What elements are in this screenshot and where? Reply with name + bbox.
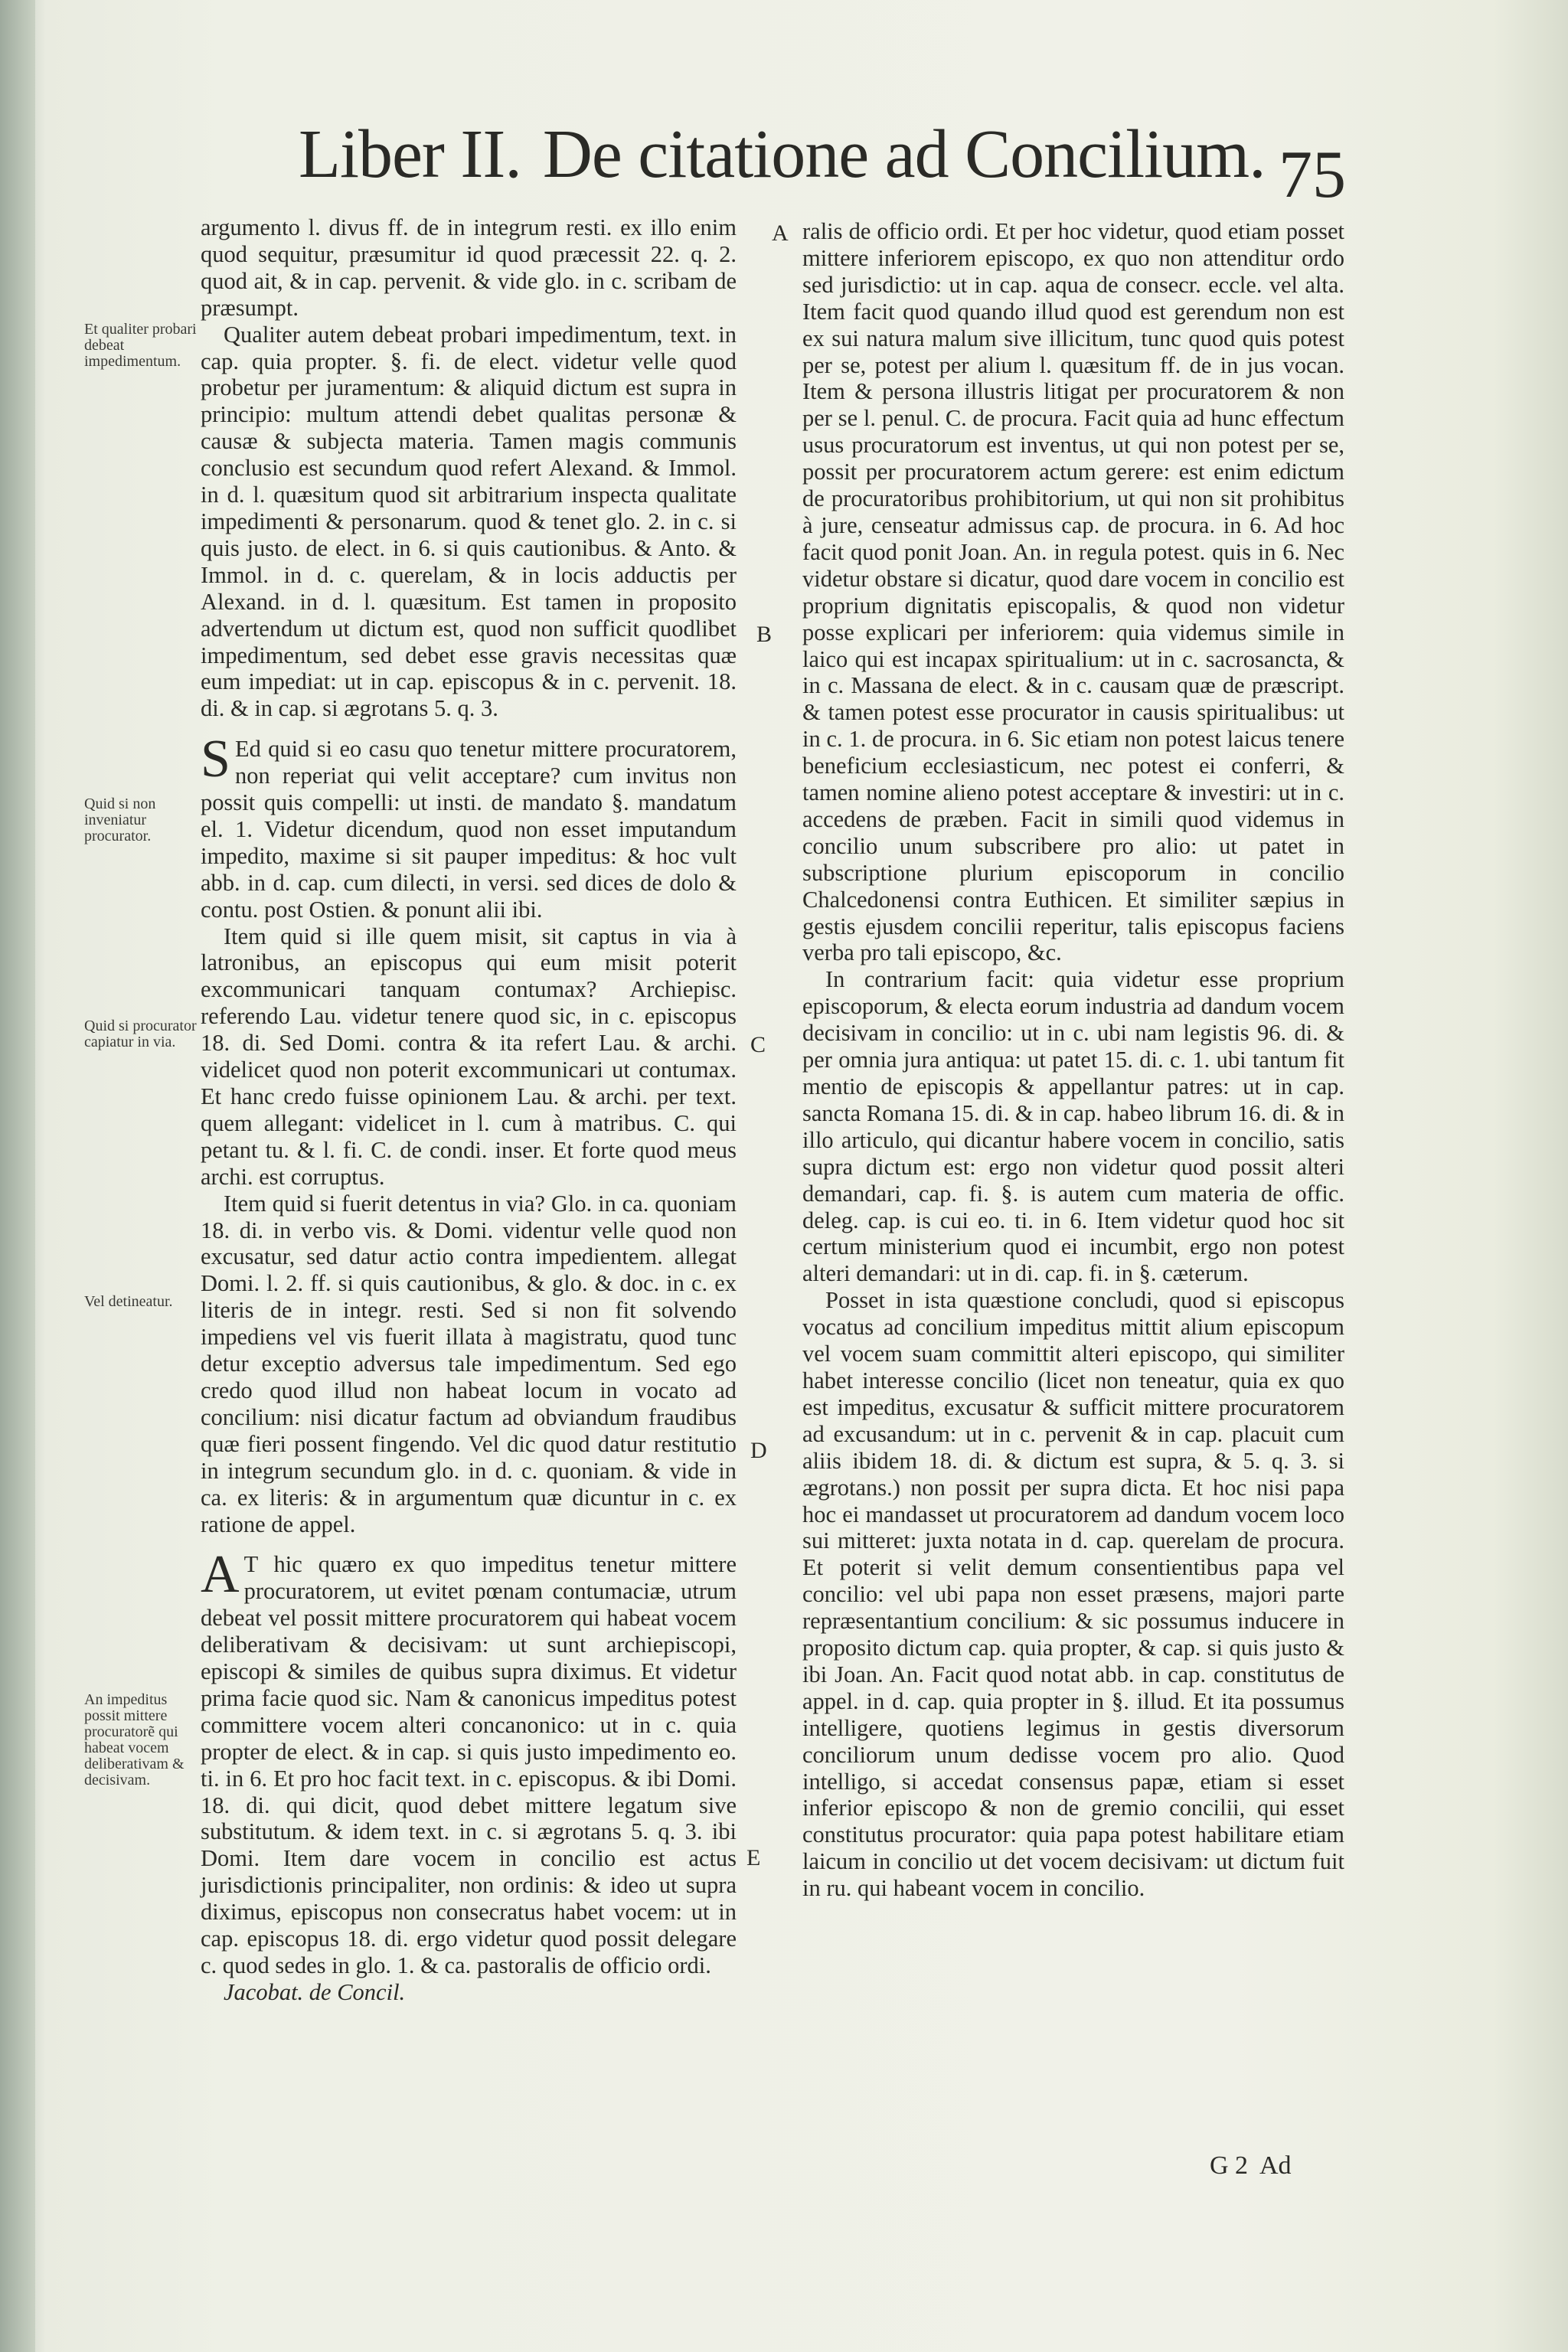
drop-initial: A — [201, 1545, 240, 1605]
right-column — [802, 218, 1344, 1902]
paragraph: argumento l. divus ff. de in integrum resti. ex illo enim quod sequitur, præsumitur id quod præcessit 22. q. 2. quod ait, & in cap. pervenit. & vide glo. in c. scribam de præsumpt. — [201, 214, 737, 321]
book-gutter — [0, 0, 35, 2352]
margin-note-2: Quid si non inveniatur procurator. — [84, 795, 156, 844]
margin-note-4: Vel detineatur. — [84, 1293, 173, 1310]
running-header — [299, 115, 1370, 207]
signature-mark: G 2 — [1210, 2151, 1249, 2180]
paragraph: Posset in ista quæstione concludi, quod si episcopus vocatus ad concilium impeditus mittit alium episcopum vel vocem suam committit alteri episcopo, qui similiter habet interesse concilio (licet non teneatur, quia ex quo est impeditus, excusatur & sufficit mittere procuratorem ad excusandum: ut in c. pervenit & in cap. placuit cum aliis ibidem 18. di. & dictum est supra, & 5. q. 3. si ægrotans.) non possit per supra dicta. Et hoc nisi papa hoc ei mandasset ut procuratorem ad dandum vocem loco sui mitteret: juxta notata in d. cap. querelam de procura. Et poterit si velit demum consentientibus papa vel concilio: vel ubi papa non esset præsens, majori parte repræsentantium concilium: & sic possumus inducere in proposito dictum cap. quia propter, & cap. si quis justo & ibi Joan. An. Facit quod notat abb. in cap. constitutus de appel. in d. cap. quia propter in §. illud. Et ita possumus intelligere, quotiens legimus in gestis diversorum conciliorum unum dedisse vocem pro alio. Quod intelligo, si accedat consensus papæ, etiam si esset inferior episcopo & non de gremio concilii, qui esset constitutus procurator: quia papa potest habilitare etiam laicum in concilio ut det vocem decisivam: ut dictum fuit in ru. qui habeant vocem in concilio. — [802, 1287, 1344, 1902]
margin-note-5: An impeditus possit mittere procuratorẽ qui habeat vocem deliberativam & decisivam. — [84, 1691, 185, 1788]
paragraph: Item quid si fuerit detentus in via? Glo. in ca. quoniam 18. di. in verbo vis. & Domi. videntur velle quod non excusatur, sed datur actio contra impedientem. allegat Domi. l. 2. ff. si quis cautionibus, & glo. & doc. in c. ex literis de in integr. resti. Sed si non fit solvendo impediens vel vis fuerit illata à magistratu, quod tunc detur exceptio adversus tale impedimentum. Sed ego credo quod illud non habeat locum in vocato ad concilium: nisi dicatur factum ad obviandum fraudibus quæ fieri possent fingendo. Vel dic quod datur restitutio in integrum secundum glo. in d. c. quoniam. & vide in ca. ex literis: & in argumentum quæ dicuntur in c. ex ratione de appel. — [201, 1190, 737, 1537]
paragraph: In contrarium facit: quia videtur esse proprium episcoporum, & electa eorum industria ad dandum vocem decisivam in concilio: ut in c. ubi nam legistis 96. di. & per omnia jura antiqua: ut patet 15. di. c. 1. ubi tantum fit mentio de episcopis & appellantur patres: ut in cap. sancta Romana 15. di. & in cap. habeo librum 16. di. & in illo articulo, qui dicantur habere vocem in concilio, satis supra dictum est: ergo non videtur quod possit alteri demandari, cap. fi. §. is autem cum materia de offic. deleg. cap. is cui eo. ti. in 6. Item videtur quod hoc sit certum ministerium quod ei incumbit, ergo non potest alteri demandari: ut in di. cap. fi. in §. cæterum. — [802, 966, 1344, 1287]
left-column — [201, 214, 737, 2006]
margin-note-1: Et qualiter probari debeat impedimentum. — [84, 321, 197, 370]
section-letter-a: A — [772, 220, 789, 246]
footer-note: Jacobat. de Concil. — [224, 1978, 406, 2005]
paragraph: Qualiter autem debeat probari impedimentum, text. in cap. quia propter. §. fi. de elect. videtur velle quod probetur per juramentum: & aliquid dictum est supra in principio: multum attendi debet qualitas personæ & causæ & subjecta materia. Tamen magis communis conclusio est secundum quod refert Alexand. & Immol. in d. l. quæsitum quod sit arbitrarium inspecta qualitate impedimenti & personarum. quod & tenet glo. 2. in c. si quis justo. de elect. in 6. si quis cautionibus. & Anto. & Immol. in d. c. querelam, & in locis adductis per Alexand. in d. l. quæsitum. Est tamen in proposito advertendum ut dictum est, quod non sufficit quodlibet impedimentum, sed debet esse gravis necessitas quæ eum impediat: ut in cap. episcopus & in c. pervenit. 18. di. & in cap. si ægrotans 5. q. 3. — [201, 321, 737, 722]
section-letter-b: B — [756, 622, 773, 647]
catchword: Ad — [1259, 2151, 1292, 2180]
drop-initial: S — [201, 730, 230, 789]
section-letter-d: D — [750, 1438, 767, 1463]
book-number: Liber II. — [299, 116, 521, 192]
paragraph: ralis de officio ordi. Et per hoc videtur, quod etiam posset mittere inferiorem episcopo, ex quo non attenditur ordo sed jurisdictio: ut in cap. aqua de consecr. eccle. vel alta. Item facit quod quando illud quod est gerendum non est ex sui natura malum sive illicitum, tunc quod quis potest per se, potest per alium l. quæsitum ff. de in jus vocan. Item & persona illustris litigat per procuratorem & non per se l. penul. C. de procura. Facit quia ad hunc effectum usus procuratorum est inventus, ut qui non potest per se, possit per procuratorem actum gerere: est enim edictum de procuratoribus prohibitorium, ut qui non sit prohibitus à jure, censeatur admissus cap. de procura. in 6. Ad hoc facit quod ponit Joan. An. in regula potest. quis in 6. Nec videtur obstare si dicatur, quod dare vocem in concilio est proprium dignitatis episcopalis, & quod non videtur posse explicari per inferiorem: quia videmus simile in laico qui est incapax spiritualium: ut in c. sacrosancta, & in c. Massana de elect. & in c. causam quæ de præscript. & tamen potest esse procurator in causis spiritualibus: ut in c. 1. de procura. in 6. Sic etiam non potest laicus tenere beneficium ecclesiasticum, nec potest ei conferri, & tamen nomine alieno potest acceptare & investiri: ut in c. accedens de præben. Facit in simili quod videmus in concilio unum subscribere pro alio: ut patet in subscriptione plurium episcoporum in concilio Chalcedonensi contra Euthicen. Et similiter sæpius in gestis ejusdem concilii reperitur, talis episcopus faciens verba pro tali episcopo, &c. — [802, 218, 1344, 966]
paragraph: S Ed quid si eo casu quo tenetur mittere procuratorem, non reperiat qui velit acceptare? cum invitus non possit quis compelli: ut insti. de mandato §. mandatum el. 1. Videtur dicendum, quod non esset imputandum impedito, maxime si sit pauper impeditus: & hoc vult abb. in d. cap. cum dilecti, in versi. sed dices de dolo & contu. post Ostien. & ponunt alii ibi. — [201, 730, 737, 923]
paragraph: Item quid si ille quem misit, sit captus in via à latronibus, an episcopus qui eum misit poterit excommunicari tanquam contumax? Archiepisc. referendo Lau. videtur tenere quod sic, in c. episcopus 18. di. Sed Domi. contra & ita refert Lau. & archi. videlicet quod non poterit excommunicari ut contumax. Et hanc credo fuisse opinionem Lau. & archi. per text. quem allegant: videlicet in l. cum à matribus. C. qui petant tu. & l. fi. C. de condi. inser. Et forte quod meus archi. est corruptus. — [201, 923, 737, 1190]
chapter-title: De citatione ad Concilium. — [542, 116, 1266, 192]
page-number: 75 — [1279, 138, 1346, 212]
paragraph: A T hic quæro ex quo impeditus tenetur mittere procuratorem, ut evitet pœnam contumaciæ, utrum debeat vel possit mittere procuratorem qui habeat vocem deliberativam & decisivam: ut sunt archiepiscopi, episcopi & similes de quibus supra diximus. Et videtur prima facie quod sic. Nam & canonicus impeditus potest committere vocem alteri concanonico: ut in c. quia propter de elect. & in cap. si quis justo impedimento eo. ti. in 6. Et pro hoc facit text. in c. episcopus. & ibi Domi. 18. di. qui dicit, quod debet mittere legatum sive substitutum. & idem text. in c. si ægrotans 5. q. 3. ibi Domi. Item dare vocem in concilio est actus jurisdictionis principaliter, non ordinis: & ideo ut supra diximus, episcopus non consecratus habet vocem: ut in cap. episcopus 18. di. ergo videtur quod possit delegare c. quod sedes in glo. 1. & ca. pastoralis de officio ordi. — [201, 1545, 737, 1978]
margin-note-3: Quid si procurator capiatur in via. — [84, 1018, 197, 1050]
section-letter-c: C — [750, 1032, 766, 1057]
section-letter-e: E — [746, 1845, 761, 1870]
